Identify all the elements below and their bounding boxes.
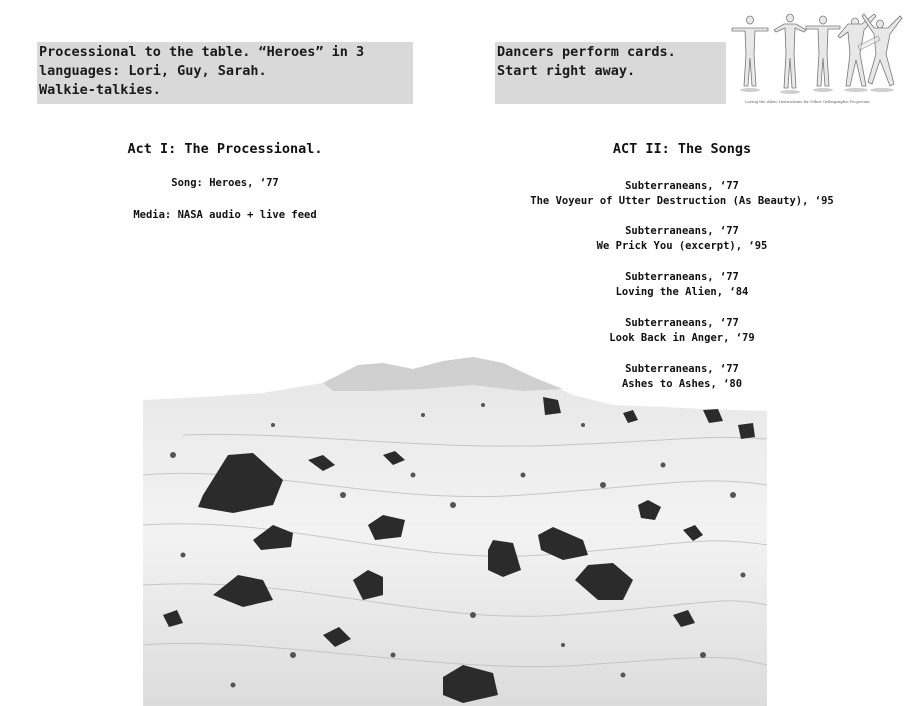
song-line: Subterraneans, ‘77 xyxy=(625,271,739,283)
human-figures-illustration xyxy=(728,6,904,106)
note-processional: Processional to the table. “Heroes” in 3 languages: Lori, Guy, Sarah. Walkie-talkies. xyxy=(37,42,413,104)
song-pair xyxy=(482,270,882,300)
song-pair xyxy=(482,224,882,254)
song-line: Subterraneans, ‘77 xyxy=(625,225,739,237)
mars-surface-photo xyxy=(143,355,767,706)
song-line: Loving the Alien, ‘84 xyxy=(615,286,749,298)
figures-caption: Loving the Alien: Instructions for Other Orthographic Projection xyxy=(745,99,870,104)
song-line: Subterraneans, ‘77 xyxy=(625,180,739,192)
song-pair xyxy=(482,179,882,209)
act1-media: Media: NASA audio + live feed xyxy=(133,209,317,221)
note-dancers: Dancers perform cards. Start right away. xyxy=(495,42,726,104)
act1-title: Act I: The Processional. xyxy=(127,141,323,157)
act1-song: Song: Heroes, ‘77 xyxy=(171,177,279,189)
song-pair xyxy=(482,316,882,346)
song-line: Ashes to Ashes, ‘80 xyxy=(621,378,743,390)
act2-title: ACT II: The Songs xyxy=(612,141,752,157)
song-pair xyxy=(482,362,882,392)
song-line: We Prick You (excerpt), ‘95 xyxy=(596,240,768,252)
song-line: Subterraneans, ‘77 xyxy=(625,317,739,329)
song-line: Subterraneans, ‘77 xyxy=(625,363,739,375)
song-line: Look Back in Anger, ‘79 xyxy=(609,332,755,344)
song-line: The Voyeur of Utter Destruction (As Beauty), ‘95 xyxy=(530,195,834,207)
